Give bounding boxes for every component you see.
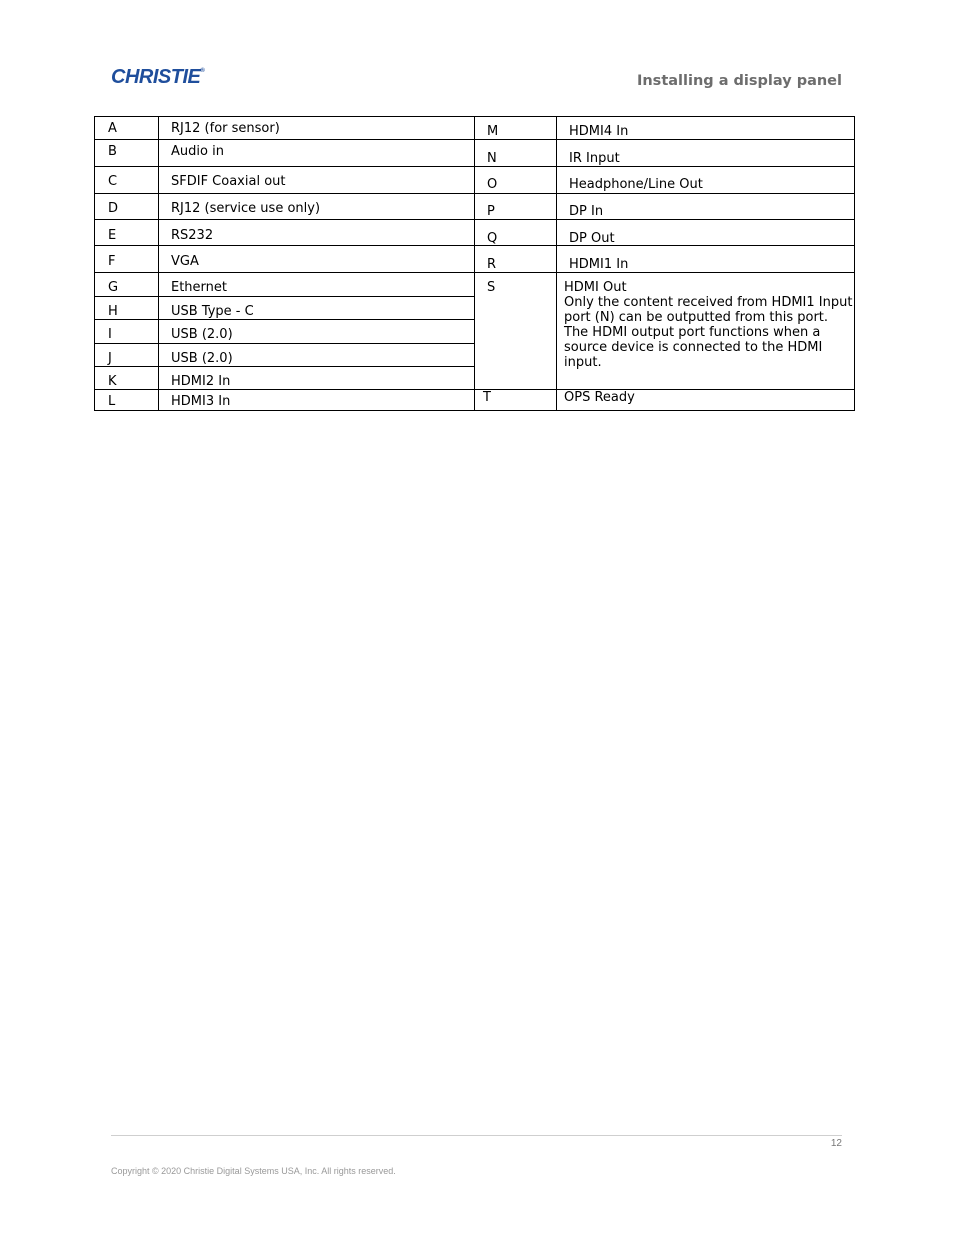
port-description: SFDIF Coaxial out	[171, 174, 286, 189]
port-key: N	[487, 151, 497, 166]
christie-logo	[111, 66, 204, 89]
logo-text: CHRISTIE	[111, 66, 201, 88]
port-key: K	[108, 374, 117, 389]
port-note: Only the content received from HDMI1 Input port (N) can be outputted from this port. The HDMI output port functions when a source device is connected to the HDMI input.	[564, 295, 853, 370]
left-table-cell	[158, 245, 475, 273]
port-description: RS232	[171, 228, 214, 243]
left-table-cell	[94, 296, 159, 320]
port-description: VGA	[171, 254, 199, 269]
port-description: USB (2.0)	[171, 327, 233, 342]
left-table-cell	[94, 272, 159, 297]
port-description: RJ12 (for sensor)	[171, 121, 280, 136]
port-description: Audio in	[171, 144, 224, 159]
left-table-cell	[94, 389, 159, 411]
port-key: C	[108, 174, 118, 189]
left-table-cell	[94, 219, 159, 246]
port-key: M	[487, 124, 499, 139]
port-description: HDMI Out	[564, 280, 627, 295]
left-table-cell	[94, 116, 159, 140]
port-key: T	[483, 390, 491, 405]
port-description: RJ12 (service use only)	[171, 201, 321, 216]
port-description: DP In	[569, 204, 604, 219]
port-key: O	[487, 177, 498, 192]
port-key: B	[108, 144, 117, 159]
port-description: DP Out	[569, 231, 615, 246]
left-table-cell	[94, 193, 159, 220]
copyright-notice: Copyright © 2020 Christie Digital Systems USA, Inc. All rights reserved.	[111, 1166, 396, 1176]
port-key: R	[487, 257, 497, 272]
port-description: HDMI1 In	[569, 257, 629, 272]
left-table-cell	[94, 366, 159, 390]
port-key: L	[108, 394, 116, 409]
port-key: S	[487, 280, 496, 295]
port-key: H	[108, 304, 118, 319]
port-key: G	[108, 280, 119, 295]
port-description: OPS Ready	[564, 390, 635, 405]
left-table-cell	[94, 245, 159, 273]
port-description: IR Input	[569, 151, 620, 166]
port-description: Ethernet	[171, 280, 227, 295]
port-description: HDMI2 In	[171, 374, 231, 389]
port-description: Headphone/Line Out	[569, 177, 703, 192]
port-legend-table	[94, 116, 854, 410]
registered-mark: ®	[200, 68, 205, 74]
port-key: D	[108, 201, 119, 216]
port-key: I	[108, 327, 112, 342]
section-title: Installing a display panel	[636, 73, 842, 89]
port-description: HDMI4 In	[569, 124, 629, 139]
port-key: P	[487, 204, 495, 219]
port-key: A	[108, 121, 117, 136]
port-key: Q	[487, 231, 498, 246]
left-table-cell	[94, 319, 159, 344]
port-key: F	[108, 254, 116, 269]
port-description: USB Type - C	[171, 304, 254, 319]
left-table-cell	[94, 166, 159, 194]
footer-divider	[111, 1135, 842, 1136]
port-description: USB (2.0)	[171, 351, 233, 366]
left-table-cell	[94, 139, 159, 167]
left-table-cell	[94, 343, 159, 367]
port-key: E	[108, 228, 117, 243]
page-number: 12	[830, 1138, 842, 1149]
port-key: J	[108, 351, 112, 366]
port-description: HDMI3 In	[171, 394, 231, 409]
